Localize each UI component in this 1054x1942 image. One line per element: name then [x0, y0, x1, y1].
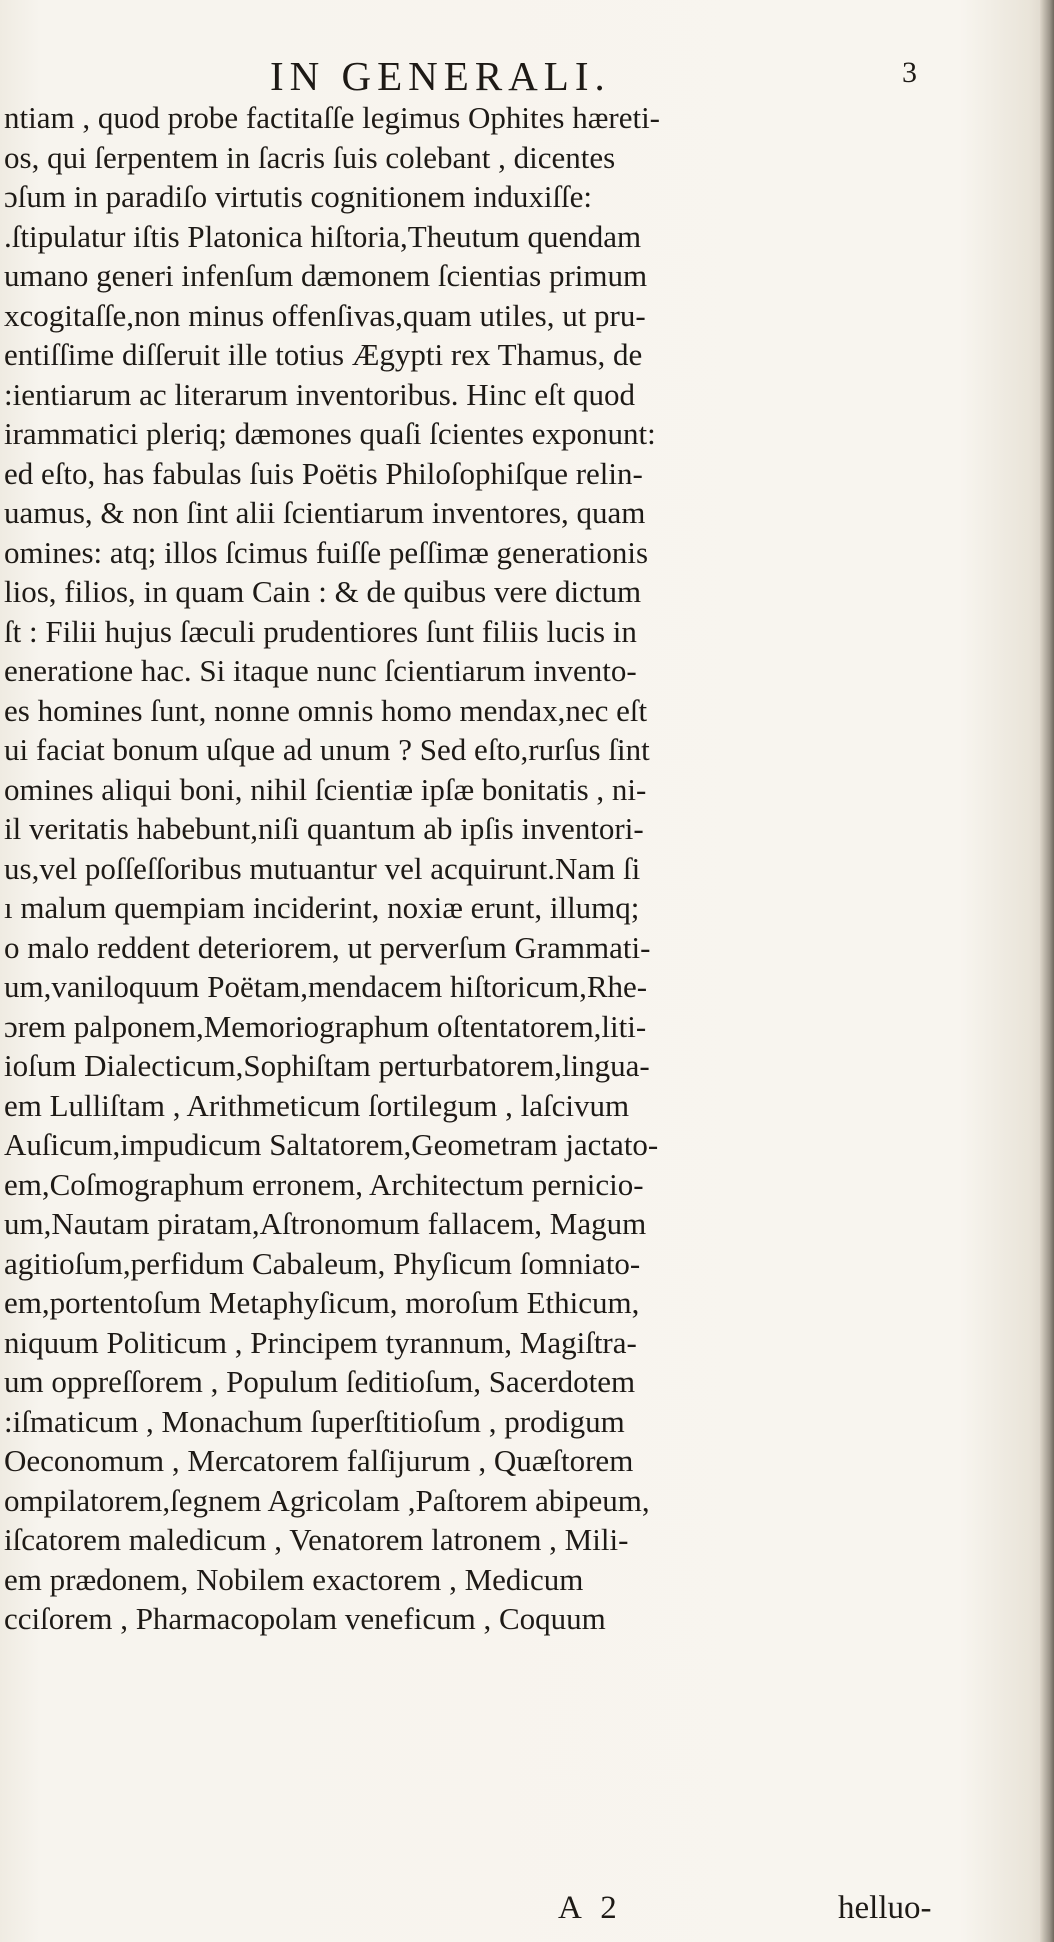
body-text: [4, 98, 1034, 1639]
text-line: entiſſime diſſeruit ille totius Ægypti rex Thamus, de: [4, 337, 643, 372]
text-line: ɔrem palponem,Memoriographum oſtentatorem,liti-: [4, 1008, 647, 1044]
text-line: niquum Politicum , Principem tyrannum, Magiſtra-: [4, 1324, 637, 1360]
text-line: um,vaniloquum Poëtam,mendacem hiſtoricum,Rhe-: [4, 969, 648, 1004]
text-line: cciſorem , Pharmacopolam veneficum , Coquum: [4, 1601, 606, 1636]
text-line: xcogitaſſe,non minus offenſivas,quam utiles, ut pru-: [4, 297, 646, 333]
text-line: :ientiarum ac literarum inventoribus. Hinc eſt quod: [4, 376, 636, 412]
text-line: eneratione hac. Si itaque nunc ſcientiarum invento-: [4, 653, 637, 688]
text-line: ompilatorem,ſegnem Agricolam ,Paſtorem abipeum,: [4, 1482, 650, 1518]
text-line: em,Coſmographum erronem, Architectum pernicio-: [4, 1166, 644, 1202]
page-header: [0, 52, 1054, 98]
text-line: umano generi infenſum dæmonem ſcientias primum: [4, 258, 648, 293]
text-line: ı malum quempiam inciderint, noxiæ erunt, illumq;: [4, 890, 640, 925]
text-line: omines aliqui boni, nihil ſcientiæ ipſæ bonitatis , ni-: [4, 771, 647, 807]
text-line: es homines ſunt, nonne omnis homo mendax,nec eſt: [4, 692, 648, 728]
page-gutter-shadow: [1040, 0, 1054, 1942]
text-line: em Lulliſtam , Arithmeticum ſortilegum , laſcivum: [4, 1087, 630, 1123]
text-line: ɔſum in paradiſo virtutis cognitionem induxiſſe:: [4, 179, 593, 214]
text-line: lios, filios, in quam Cain : & de quibus vere dictum: [4, 574, 642, 609]
text-line: em prædonem, Nobilem exactorem , Medicum: [4, 1561, 584, 1597]
text-line: ntiam , quod probe factitaſſe legimus Ophites hæreti-: [4, 100, 661, 135]
catchword: helluo-: [838, 1890, 932, 1926]
text-line: agitioſum,perfidum Cabaleum, Phyſicum ſomniato-: [4, 1245, 641, 1281]
text-line: Auſicum,impudicum Saltatorem,Geometram jactato-: [4, 1127, 659, 1162]
text-line: ui faciat bonum uſque ad unum ? Sed eſto,rurſus ſint: [4, 732, 650, 767]
running-head: IN GENERALI.: [270, 53, 611, 99]
text-line: Oeconomum , Mercatorem falſijurum , Quæſtorem: [4, 1443, 634, 1478]
signature-mark: A 2: [558, 1890, 623, 1926]
text-line: irammatici pleriq; dæmones quaſi ſcientes exponunt:: [4, 416, 656, 451]
page-footer: [0, 1890, 1054, 1930]
page-number: 3: [902, 56, 923, 89]
text-line: ed eſto, has fabulas ſuis Poëtis Philoſophiſque relin-: [4, 455, 643, 491]
text-line: ſt : Filii hujus ſæculi prudentiores ſunt filiis lucis in: [4, 613, 637, 649]
text-line: il veritatis habebunt,niſi quantum ab ipſis inventori-: [4, 811, 644, 846]
text-line: em,portentoſum Metaphyſicum, moroſum Ethicum,: [4, 1285, 640, 1320]
text-line: omines: atq; illos ſcimus fuiſſe peſſimæ generationis: [4, 534, 649, 570]
text-line: os, qui ſerpentem in ſacris ſuis colebant , dicentes: [4, 139, 616, 175]
text-line: um,Nautam piratam,Aſtronomum fallacem, Magum: [4, 1206, 647, 1241]
text-line: um oppreſſorem , Populum ſeditioſum, Sacerdotem: [4, 1364, 636, 1399]
text-line: uamus, & non ſint alii ſcientiarum inventores, quam: [4, 495, 646, 530]
text-line: us,vel poſſeſſoribus mutuantur vel acquirunt.Nam ſi: [4, 850, 641, 886]
text-line: :iſmaticum , Monachum ſuperſtitioſum , prodigum: [4, 1403, 625, 1439]
text-line: ioſum Dialecticum,Sophiſtam perturbatorem,lingua-: [4, 1048, 650, 1083]
text-line: o malo reddent deteriorem, ut perverſum Grammati-: [4, 929, 651, 965]
text-line: iſcatorem maledicum , Venatorem latronem , Mili-: [4, 1522, 629, 1557]
text-line: .ſtipulatur iſtis Platonica hiſtoria,Theutum quendam: [4, 218, 642, 254]
